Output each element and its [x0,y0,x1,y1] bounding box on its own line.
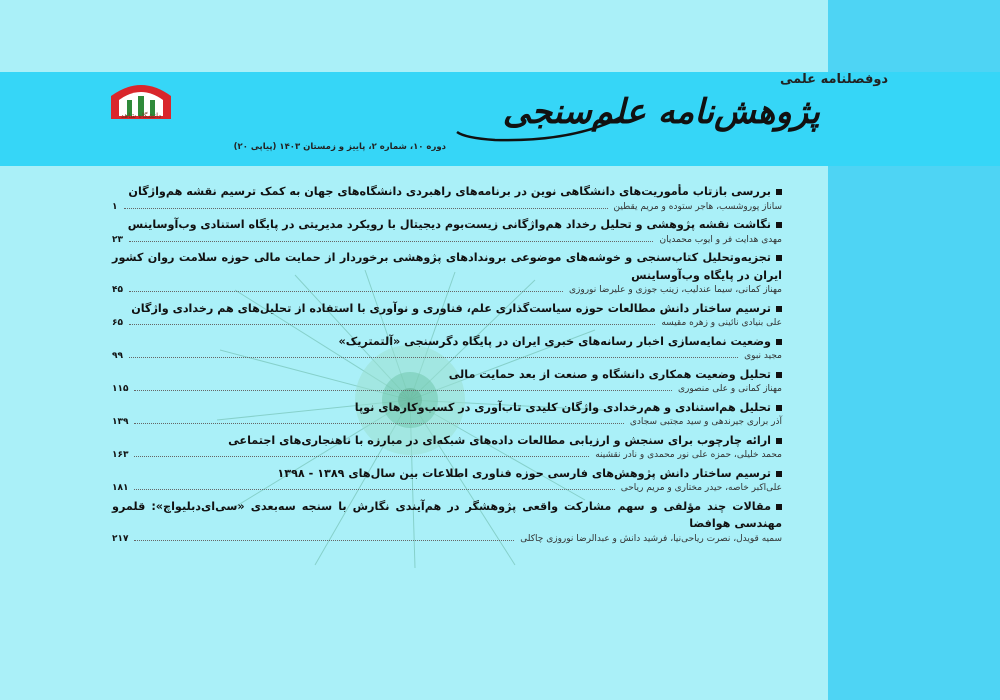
article-title [112,465,782,483]
article-title-text: وضعیت نمایه‌سازی اخبار رسانه‌های خبری ایران در پایگاه دگرسنجی «آلتمتریک» [338,334,771,348]
article-authors: ساناز پوروشسب، هاجر ستوده و مریم یقطین [613,201,782,212]
bullet-icon [776,306,782,312]
leader-dots [129,240,653,242]
article-meta [112,416,782,430]
toc-entry [112,249,782,298]
article-page-number: ۶۵ [112,318,123,328]
article-title-text: مقالات چند مؤلفی و سهم مشارکت واقعی پژوهشگر در هم‌آیندی نگارش با سنجه سه‌بعدی «سی‌ای‌دبلیواچ»: قلمرو مهندسی هوافضا [112,499,782,530]
article-authors: علی‌اکبر خاصه، حیدر مختاری و مریم ریاحی [620,483,782,493]
bullet-icon [776,504,782,510]
article-title [112,216,782,234]
article-page-number: ۹۹ [112,351,123,361]
article-authors: مهدی هدایت فر و ایوب محمدیان [659,234,782,245]
article-authors: مجید نبوی [744,351,782,361]
article-title-text: ترسیم ساختار دانش مطالعات حوزه سیاست‌گذاری علم، فناوری و نوآوری با استفاده از تحلیل‌های هم رخدادی واژگان [131,301,771,315]
journal-title: پژوهش‌نامه علم‌سنجی [502,92,820,132]
article-page-number: ۱۳۹ [112,417,129,427]
article-meta [112,284,782,298]
journal-kicker: دوفصلنامه علمی [780,72,889,87]
leader-dots [134,488,614,490]
article-authors: مهناز کمانی و علی منصوری [677,384,782,394]
bullet-icon [776,471,782,477]
bullet-icon [776,438,782,444]
table-of-contents [112,183,782,548]
article-title [112,249,782,284]
bullet-icon [776,255,782,261]
article-meta [112,482,782,496]
leader-dots [134,539,514,541]
article-page-number: ۱۶۳ [112,450,129,460]
article-meta [112,201,782,215]
article-meta [112,350,782,364]
article-page-number: ۲۳ [112,234,123,245]
article-title [112,183,782,201]
article-meta [112,449,782,463]
article-meta [112,383,782,397]
article-authors: سمیه قویدل، نصرت ریاحی‌نیا، فرشید دانش و عبدالرضا نوروزی چاکلی [520,533,782,544]
article-meta [112,317,782,331]
bullet-icon [776,405,782,411]
leader-dots [134,422,623,424]
article-title-text: نگاشت نقشه پژوهشی و تحلیل رخداد هم‌واژگانی زیست‌بوم دیجیتال با رویکرد مدیریتی در پایگاه استنادی وب‌آوساینس [127,218,771,231]
article-page-number: ۱۱۵ [112,384,129,394]
article-title-text: ارائه چارچوب برای سنجش و ارزیابی مطالعات داده‌های شبکه‌ای در مبارزه با ناهنجاری‌های اجتماعی [228,433,771,447]
toc-entry [112,432,782,463]
article-authors: محمد خلیلی، حمزه علی نور محمدی و نادر نقشینه [595,450,782,460]
article-meta [112,533,782,547]
article-title [112,498,782,533]
article-title-text: تحلیل هم‌استنادی و هم‌رخدادی واژگان کلیدی تاب‌آوری در کسب‌وکارهای نوپا [354,400,771,414]
article-title [112,366,782,384]
leader-dots [134,389,671,391]
leader-dots [134,455,589,457]
leader-dots [129,323,655,325]
toc-entry [112,498,782,547]
article-authors: آذر براری جیرندهی و سید مجتبی سجادی [629,417,782,427]
bullet-icon [776,222,782,228]
article-title [112,432,782,450]
toc-entry [112,333,782,364]
leader-dots [124,207,608,209]
bullet-icon [776,339,782,345]
article-authors: علی بنیادی نائینی و زهره مقیسه [661,318,782,328]
toc-entry [112,399,782,430]
article-title-text: ترسیم ساختار دانش پژوهش‌های فارسی حوزه فناوری اطلاعات بین سال‌های ۱۳۸۹ - ۱۳۹۸ [277,466,771,480]
article-authors: مهناز کمانی، سیما عندلیب، زینب جوزی و علیرضا نوروزی [568,285,782,295]
toc-entry [112,465,782,496]
article-title-text: بررسی بازتاب مأموریت‌های دانشگاهی نوین در برنامه‌های راهبردی دانشگاه‌های جهان به کمک ترسیم نقشه هم‌واژگان [128,185,771,198]
bullet-icon [776,189,782,195]
logo-caption: دانشگاه شاهد [120,112,162,120]
article-title-text: تحلیل وضعیت همکاری دانشگاه و صنعت از بعد حمایت مالی [448,367,771,381]
leader-dots [129,356,738,358]
article-title [112,333,782,351]
toc-entry [112,300,782,331]
toc-entry [112,183,782,214]
article-meta [112,234,782,248]
toc-entry [112,366,782,397]
article-title [112,300,782,318]
article-page-number: ۱۸۱ [112,483,129,493]
title-swoosh [455,110,625,150]
issue-info: دوره ۱۰، شماره ۲، پاییز و زمستان ۱۴۰۳ (پیاپی ۲۰) [233,142,446,152]
article-page-number: ۲۱۷ [112,533,129,544]
article-title [112,399,782,417]
article-page-number: ۴۵ [112,285,123,295]
article-page-number: ۱ [112,201,118,212]
toc-entry [112,216,782,247]
bullet-icon [776,372,782,378]
leader-dots [129,290,563,292]
article-title-text: تجزیه‌وتحلیل کتاب‌سنجی و خوشه‌های موضوعی برونداد‌های پژوهشی برخوردار از حمایت مالی حوزه سلامت روان کشور ایران در پایگاه وب‌آوساینس [112,251,782,282]
